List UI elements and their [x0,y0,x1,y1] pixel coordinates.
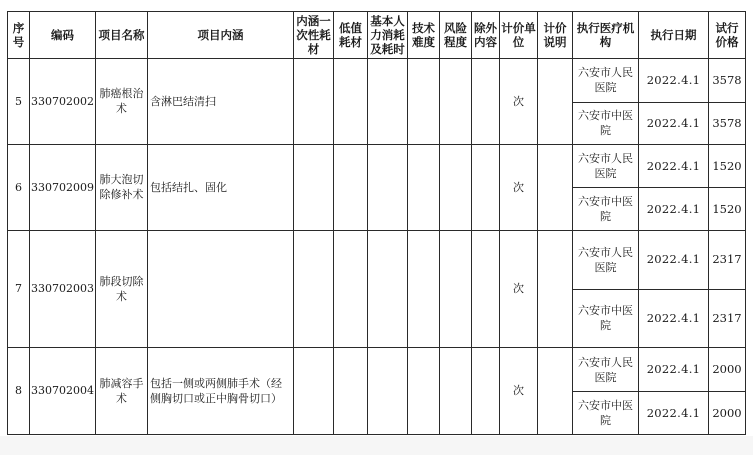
header-difficulty: 技术难度 [408,12,440,59]
cell-excluded [472,59,500,145]
cell-price: 2317 [709,289,746,347]
header-low_value: 低值耗材 [334,12,368,59]
cell-difficulty [408,144,440,230]
cell-institution: 六安市中医院 [573,102,639,144]
cell-difficulty [408,230,440,347]
table-body [8,59,746,435]
header-price: 试行价格 [709,12,746,59]
cell-content: 包括结扎、固化 [148,144,294,230]
cell-low-value [334,144,368,230]
cell-excluded [472,347,500,434]
cell-content: 包括一侧或两侧肺手术（经侧胸切口或正中胸骨切口） [148,347,294,434]
cell-low-value [334,347,368,434]
header-row [8,12,746,59]
cell-unit: 次 [500,144,538,230]
cell-low-value [334,59,368,145]
cell-name: 肺癌根治术 [96,59,148,145]
cell-labor [368,347,408,434]
cell-price: 2317 [709,230,746,289]
cell-pricing-note [538,347,573,434]
cell-risk [440,347,472,434]
table-row [8,144,746,188]
cell-seq: 5 [8,59,30,145]
cell-institution: 六安市人民医院 [573,347,639,392]
cell-risk [440,144,472,230]
cell-name: 肺减容手术 [96,347,148,434]
header-content: 项目内涵 [148,12,294,59]
cell-price: 3578 [709,102,746,144]
cell-consumables [294,230,334,347]
header-unit: 计价单位 [500,12,538,59]
cell-code: 330702002 [30,59,96,145]
cell-institution: 六安市人民医院 [573,59,639,103]
table-row [8,230,746,289]
header-seq: 序号 [8,12,30,59]
header-institution: 执行医疗机构 [573,12,639,59]
cell-date: 2022.4.1 [639,59,709,103]
cell-content [148,230,294,347]
cell-unit: 次 [500,347,538,434]
header-labor: 基本人力消耗及耗时 [368,12,408,59]
cell-excluded [472,144,500,230]
cell-content: 含淋巴结清扫 [148,59,294,145]
header-code: 编码 [30,12,96,59]
header-name: 项目名称 [96,12,148,59]
cell-date: 2022.4.1 [639,102,709,144]
cell-labor [368,230,408,347]
cell-date: 2022.4.1 [639,144,709,188]
cell-difficulty [408,347,440,434]
cell-risk [440,59,472,145]
cell-institution: 六安市人民医院 [573,230,639,289]
cell-consumables [294,347,334,434]
cell-labor [368,59,408,145]
cell-pricing-note [538,230,573,347]
table-row [8,347,746,392]
header-pricing_note: 计价说明 [538,12,573,59]
header-consumables: 内涵一次性耗材 [294,12,334,59]
cell-unit: 次 [500,230,538,347]
cell-name: 肺段切除术 [96,230,148,347]
cell-price: 1520 [709,144,746,188]
cell-institution: 六安市中医院 [573,289,639,347]
cell-code: 330702009 [30,144,96,230]
cell-price: 2000 [709,347,746,392]
cell-labor [368,144,408,230]
cell-consumables [294,144,334,230]
cell-date: 2022.4.1 [639,289,709,347]
cell-name: 肺大泡切除修补术 [96,144,148,230]
cell-date: 2022.4.1 [639,347,709,392]
header-date: 执行日期 [639,12,709,59]
cell-date: 2022.4.1 [639,392,709,435]
price-table [7,11,746,435]
cell-seq: 6 [8,144,30,230]
cell-risk [440,230,472,347]
cell-pricing-note [538,59,573,145]
cell-institution: 六安市人民医院 [573,144,639,188]
table-row [8,59,746,103]
header-risk: 风险程度 [440,12,472,59]
cell-pricing-note [538,144,573,230]
cell-consumables [294,59,334,145]
cell-price: 3578 [709,59,746,103]
cell-institution: 六安市中医院 [573,188,639,230]
cell-low-value [334,230,368,347]
cell-institution: 六安市中医院 [573,392,639,435]
cell-code: 330702004 [30,347,96,434]
cell-price: 2000 [709,392,746,435]
cell-code: 330702003 [30,230,96,347]
cell-seq: 8 [8,347,30,434]
cell-date: 2022.4.1 [639,188,709,230]
cell-unit: 次 [500,59,538,145]
cell-price: 1520 [709,188,746,230]
page-bottom-edge [0,436,753,455]
header-excluded: 除外内容 [472,12,500,59]
cell-excluded [472,230,500,347]
cell-difficulty [408,59,440,145]
cell-seq: 7 [8,230,30,347]
cell-date: 2022.4.1 [639,230,709,289]
